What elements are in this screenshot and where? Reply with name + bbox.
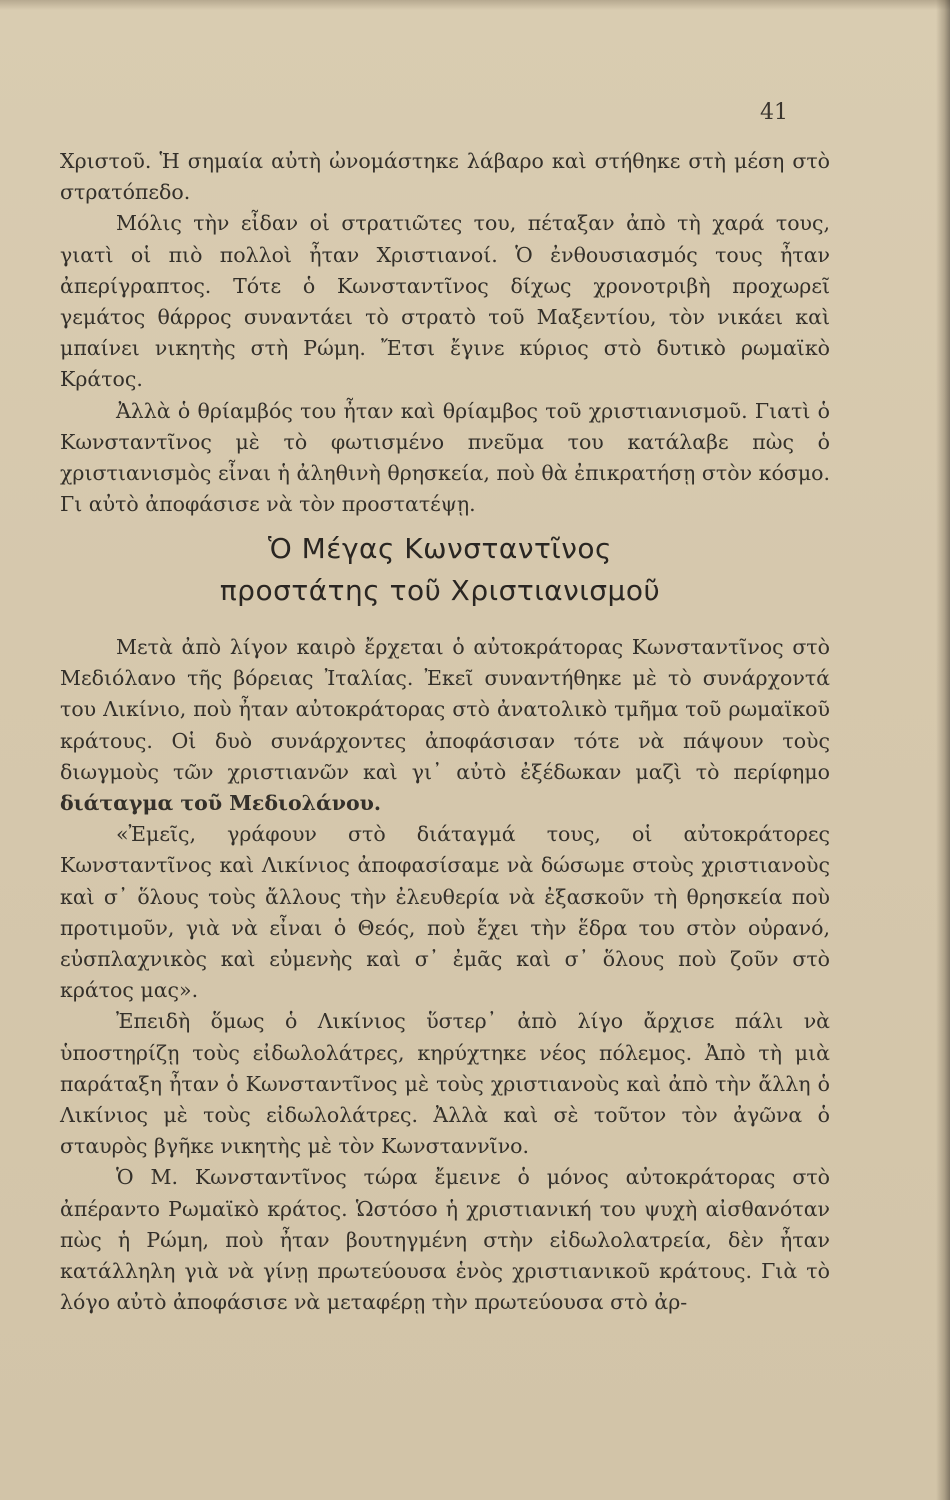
paragraph-decree xyxy=(60,632,830,819)
paragraph: Ὁ Μ. Κωνσταντῖνος τώρα ἔμεινε ὁ μόνος αὐτοκράτορας στὸ ἀπέραντο Ρωμαϊκὸ κράτος. Ὡστόσο ἡ χριστιανική του ψυχὴ αἰσθανόταν πὼς ἡ Ρώμη, ποὺ ἦταν βουτηγμένη στὴν εἰδωλολατρεία, δὲν ἦταν κατάλληλη γιὰ νὰ γίνῃ πρωτεύουσα ἑνὸς χριστιανικοῦ κράτους. Γιὰ τὸ λόγο αὐτὸ ἀποφάσισε νὰ μεταφέρῃ τὴν πρωτεύουσα στὸ ἀρ- xyxy=(60,1165,830,1315)
decree-text: Μετὰ ἀπὸ λίγον καιρὸ ἔρχεται ὁ αὐτοκράτορας Κωνσταντῖνος στὸ Μεδιόλανο τῆς βόρειας Ἰταλίας. Ἐκεῖ συναντήθηκε μὲ τὸ συνάρχοντά του Λικίνιο, ποὺ ἦταν αὐτοκράτορας στὸ ἀνατολικὸ τμῆμα τοῦ ρωμαϊκοῦ κράτους. Οἱ δυὸ συνάρχοντες ἀποφάσισαν τότε νὰ πάψουν τοὺς διωγμοὺς τῶν χριστιανῶν καὶ γι᾿ αὐτὸ ἐξέδωκαν μαζὶ τὸ περίφημο xyxy=(60,635,830,784)
paragraph: Ἐπειδὴ ὅμως ὁ Λικίνιος ὕστερ᾿ ἀπὸ λίγο ἄρχισε πάλι νὰ ὑποστηρίζῃ τοὺς εἰδωλολάτρες, κηρύχτηκε νέος πόλεμος. Ἀπὸ τὴ μιὰ παράταξη ἦταν ὁ Κωνσταντῖνος μὲ τοὺς χριστιανοὺς καὶ ἀπὸ τὴν ἄλλη ὁ Λικίνιος μὲ τοὺς εἰδωλολάτρες. Ἀλλὰ καὶ σὲ τοῦτον τὸν ἀγῶνα ὁ σταυρὸς βγῆκε νικητὴς μὲ τὸν Κωνσταννῖνο. xyxy=(60,1009,830,1159)
section-heading-line-2: προστάτης τοῦ Χριστιανισμοῦ xyxy=(219,574,661,607)
text-block-top xyxy=(60,146,830,520)
decree-title: διάταγμα τοῦ Μεδιολάνου. xyxy=(60,791,382,816)
paragraph: Χριστοῦ. Ἡ σημαία αὐτὴ ὠνομάστηκε λάβαρο καὶ στήθηκε στὴ μέση στὸ στρατόπεδο. xyxy=(60,149,830,205)
page-edge-top xyxy=(0,0,950,10)
paragraph: Ἀλλὰ ὁ θρίαμβός του ἦταν καὶ θρίαμβος τοῦ χριστιανισμοῦ. Γιατὶ ὁ Κωνσταντῖνος μὲ τὸ φωτισμένο πνεῦμα του κατάλαβε πὼς ὁ χριστιανισμὸς εἶναι ἡ ἀληθινὴ θρησκεία, ποὺ θὰ ἐπικρατήσῃ στὸν κόσμο. Γι αὐτὸ ἀποφάσισε νὰ τὸν προστατέψῃ. xyxy=(60,398,830,517)
paragraph: Μόλις τὴν εἶδαν οἱ στρατιῶτες του, πέταξαν ἀπὸ τὴ χαρά τους, γιατὶ οἱ πιὸ πολλοὶ ἦταν Χριστιανοί. Ὁ ἐνθουσιασμός τους ἦταν ἀπερίγραπτος. Τότε ὁ Κωνσταντῖνος δίχως χρονοτριβὴ προχωρεῖ γεμάτος θάρρος συναντάει τὸ στρατὸ τοῦ Μαξεντίου, τὸν νικάει καὶ μπαίνει νικητὴς στὴ Ρώμη. Ἔτσι ἔγινε κύριος στὸ δυτικὸ ρωμαϊκὸ Κράτος. xyxy=(60,211,830,392)
page-edge-right xyxy=(936,0,950,1500)
paragraph: «Ἐμεῖς, γράφουν στὸ διάταγμά τους, οἱ αὐτοκράτορες Κωνσταντῖνος καὶ Λικίνιος ἀποφασίσαμε νὰ δώσωμε στοὺς χριστιανοὺς καὶ σ᾿ ὅλους τοὺς ἄλλους τὴν ἐλευθερία νὰ ἐξασκοῦν τὴ θρησκεία ποὺ προτιμοῦν, γιὰ νὰ εἶναι ὁ Θεός, ποὺ ἔχει τὴν ἕδρα του στὸν οὐρανό, εὐσπλαχνικὸς καὶ εὐμενὴς καὶ σ᾿ ἐμᾶς καὶ σ᾿ ὅλους ποὺ ζοῦν στὸ κράτος μας». xyxy=(60,822,830,1003)
page-number: 41 xyxy=(760,100,788,125)
section-heading-line-1: Ὁ Μέγας Κωνσταντῖνος xyxy=(268,532,612,565)
text-block-bottom xyxy=(60,632,830,1318)
